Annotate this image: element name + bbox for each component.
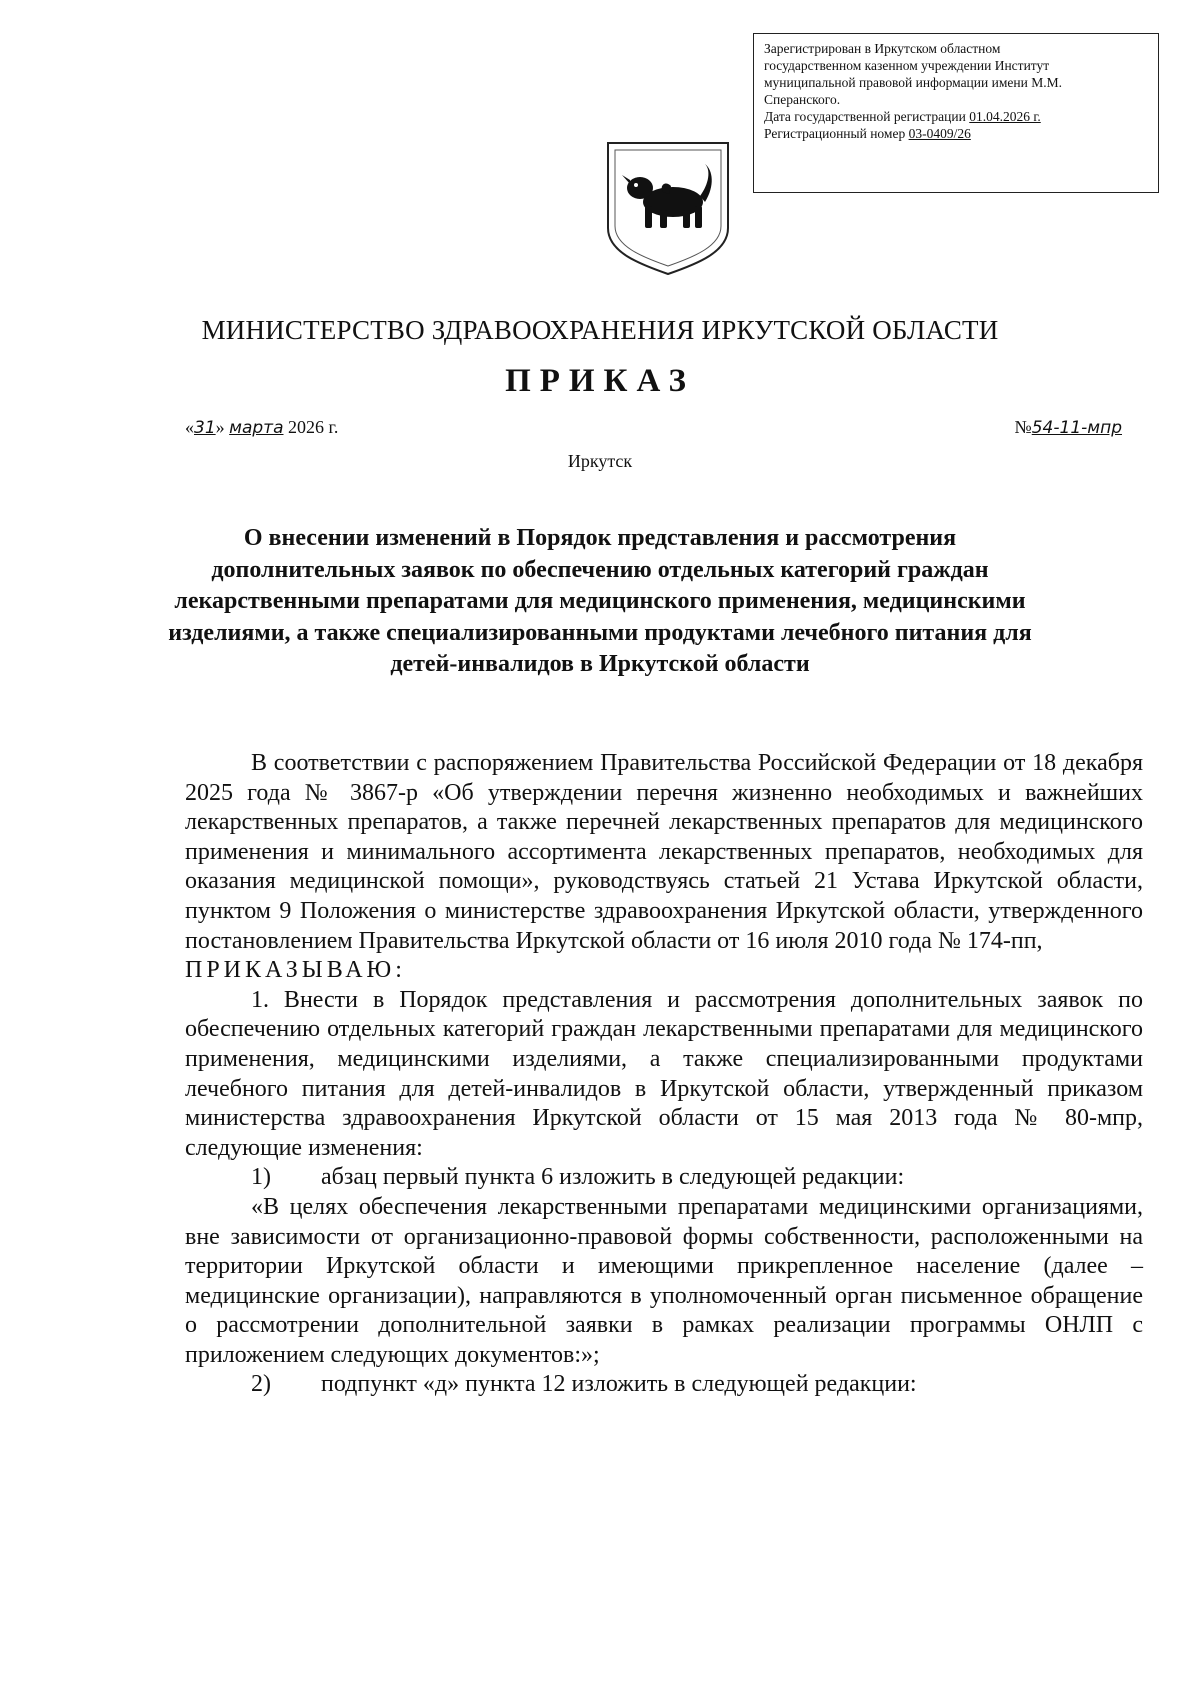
- document-title: О внесении изменений в Порядок представления и рассмотрения дополнительных заявок по обеспечению отдельных категорий граждан лекарственными препаратами для медицинского применения, медицинскими изделиями, а также специализированными продуктами лечебного питания для детей-инвалидов в Иркутской области: [168, 525, 1032, 677]
- stamp-line: Зарегистрирован в Иркутском областном: [764, 41, 1001, 56]
- date-day: 31: [194, 418, 216, 438]
- number-value: 54-11-мпр: [1031, 418, 1122, 438]
- stamp-date-label: Дата государственной регистрации: [764, 109, 966, 124]
- city: Иркутск: [567, 451, 633, 471]
- stamp-line: муниципальной правовой информации имени М.М.: [764, 75, 1062, 90]
- irkutsk-coat-of-arms-icon: [605, 140, 731, 277]
- number-prefix: №: [1014, 417, 1032, 437]
- ministry-name: МИНИСТЕРСТВО ЗДРАВООХРАНЕНИЯ ИРКУТСКОЙ ОБЛАСТИ: [201, 315, 999, 345]
- subpoint-1: [185, 1163, 1143, 1193]
- subpoint-2: [185, 1370, 1143, 1400]
- date-year: 2026 г.: [288, 417, 339, 437]
- order-date: [185, 417, 338, 438]
- document-body: [185, 749, 1143, 1400]
- stamp-registration-number: [764, 125, 1148, 142]
- date-quote-close: »: [215, 417, 225, 437]
- stamp-number-label: Регистрационный номер: [764, 126, 906, 141]
- subpoint-text: абзац первый пункта 6 изложить в следующей редакции:: [321, 1164, 905, 1191]
- subpoint-text: подпункт «д» пункта 12 изложить в следующей редакции:: [321, 1371, 917, 1398]
- date-quote-open: «: [185, 417, 194, 437]
- preamble-paragraph: В соответствии с распоряжением Правительства Российской Федерации от 18 декабря 2025 года № 3867-р «Об утверждении перечня жизненно необходимых и важнейших лекарственных препаратов, а также перечней лекарственных препаратов для медицинского применения и минимального ассортимента лекарственных препаратов, необходимых для оказания медицинской помощи», руководствуясь статьей 21 Устава Иркутской области, пунктом 9 Положения о министерстве здравоохранения Иркутской области, утвержденного постановлением Правительства Иркутской области от 16 июля 2010 года № 174-пп,: [185, 750, 1143, 954]
- order-number: [1015, 417, 1122, 438]
- stamp-line: государственном казенном учреждении Институт: [764, 58, 1050, 73]
- point-1-paragraph: 1. Внести в Порядок представления и рассмотрения дополнительных заявок по обеспечению отдельных категорий граждан лекарственными препаратами для медицинского применения, медицинскими изделиями, а также специализированными продуктами лечебного питания для детей-инвалидов в Иркутской области, утвержденный приказом министерства здравоохранения Иркутской области от 15 мая 2013 года № 80-мпр, следующие изменения:: [185, 986, 1143, 1161]
- stamp-line: Сперанского.: [764, 92, 841, 107]
- stamp-date-value: 01.04.2026 г.: [969, 109, 1041, 124]
- stamp-number-value: 03-0409/26: [908, 126, 971, 141]
- subpoint-number: 1): [251, 1164, 271, 1191]
- quoted-paragraph: «В целях обеспечения лекарственными препаратами медицинскими организациями, вне зависимости от организационно-правовой формы собственности, расположенными на территории Иркутской области и имеющими прикрепленное население (далее – медицинские организации), направляются в уполномоченный орган письменное обращение о рассмотрении дополнительной заявки в рамках реализации программы ОНЛП с приложением следующих документов:»;: [185, 1193, 1143, 1368]
- stamp-registration-date: [764, 108, 1148, 125]
- date-month: марта: [229, 418, 284, 438]
- subpoint-number: 2): [251, 1371, 271, 1398]
- order-word: ПРИКАЗЫВАЮ:: [185, 957, 406, 984]
- document-type: ПРИКАЗ: [505, 363, 695, 399]
- registration-stamp: [753, 33, 1159, 193]
